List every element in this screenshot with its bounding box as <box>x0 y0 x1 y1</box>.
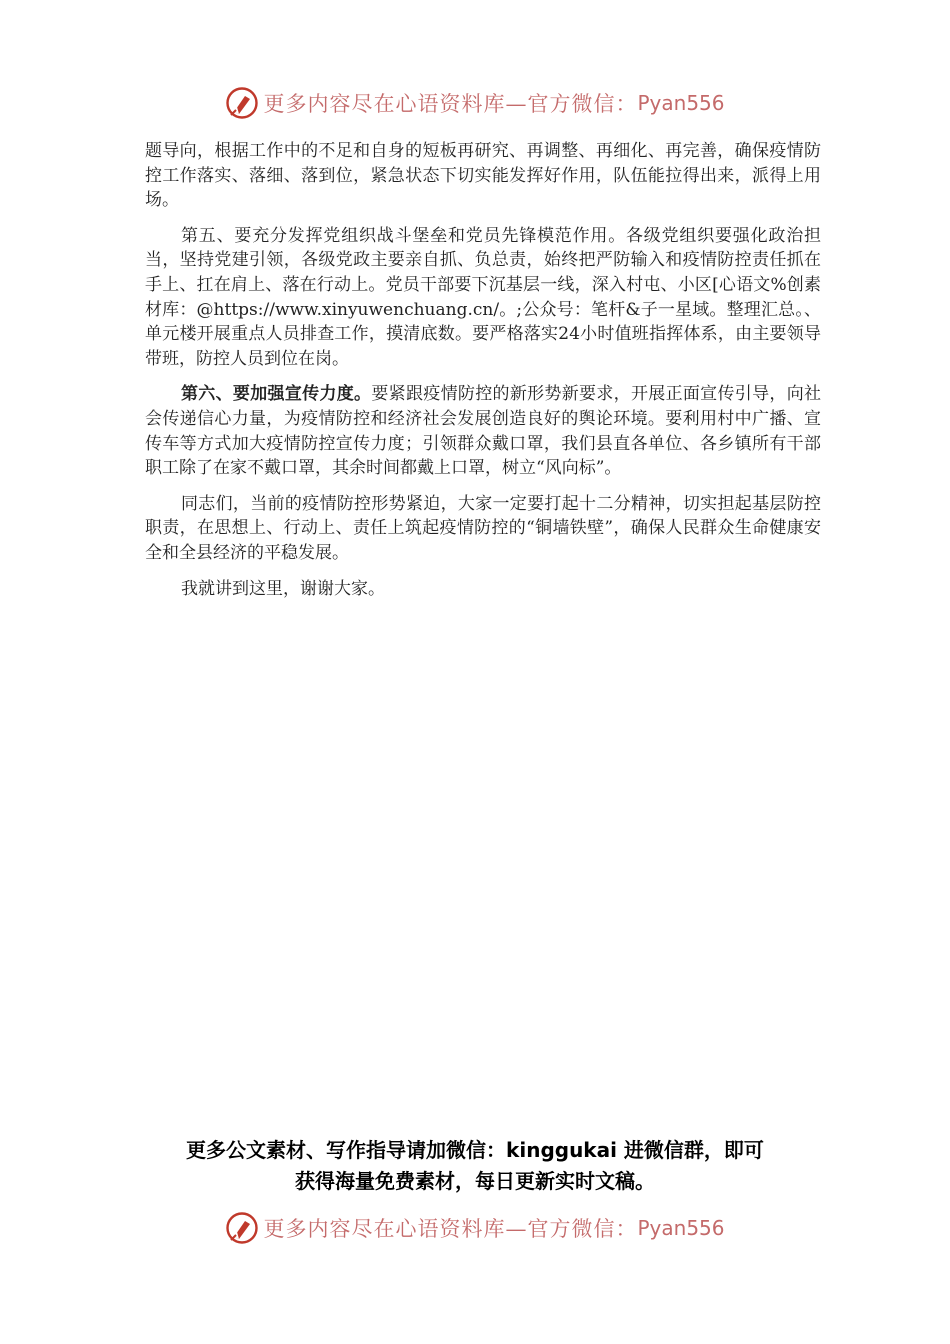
header-banner <box>0 83 950 123</box>
pen-nib-logo-icon <box>225 86 259 120</box>
paragraph-text: 要紧跟疫情防控的新形势新要求，开展正面宣传引导，向社会传递信心力量，为疫情防控和经济社会发展创造良好的舆论环境。要利用村中广播、宣传车等方式加大疫情防控宣传力度；引领群众戴口罩，我们县直各单位、各乡镇所有干部职工除了在家不戴口罩，其余时间都戴上口罩，树立“风向标”。 <box>145 384 822 479</box>
header-banner-handle: Pyan556 <box>637 91 725 115</box>
paragraph-text: 题导向，根据工作中的不足和自身的短板再研究、再调整、再细化、再完善，确保疫情防控工作落实、落细、落到位，紧急状态下切实能发挥好作用，队伍能拉得出来，派得上用场。 <box>145 141 821 211</box>
paragraph-text: 我就讲到这里，谢谢大家。 <box>181 578 385 599</box>
footer-banner <box>0 1208 950 1248</box>
paragraph-continuation <box>145 139 821 213</box>
paragraph-text: 第五、要充分发挥党组织战斗堡垒和党员先锋模范作用。各级党组织要强化政治担当，坚持党建引领，各级党政主要亲自抓、负总责，始终把严防输入和疫情防控责任抓在手上、扛在肩上、落在行动上。党员干部要下沉基层一线，深入村屯、小区[心语文%创素材库：@https://www.xinyuwenchuang.cn/。;公众号：笔杆&子一星域。整理汇总。、单元楼开展重点人员排查工作，摸清底数。要严格落实24小时值班指挥体系，由主要领导带班，防控人员到位在岗。 <box>145 225 821 369</box>
header-banner-text: 更多内容尽在心语资料库—官方微信： <box>263 92 638 116</box>
footer-banner-handle: Pyan556 <box>637 1216 725 1240</box>
footer-banner-text: 更多内容尽在心语资料库—官方微信： <box>263 1217 638 1241</box>
paragraph-lead-bold: 第六、要加强宣传力度。 <box>181 384 372 405</box>
promo-line-1: 更多公文素材、写作指导请加微信：kinggukai 进微信群，即可 <box>186 1138 764 1162</box>
pen-nib-logo-icon <box>225 1211 259 1245</box>
paragraph-point-six <box>145 382 821 480</box>
promo-line-2: 获得海量免费素材，每日更新实时文稿。 <box>295 1169 655 1193</box>
document-body <box>145 139 821 612</box>
paragraph-closing <box>145 492 821 566</box>
promo-notice <box>120 1135 830 1197</box>
paragraph-farewell <box>145 577 821 602</box>
paragraph-text: 同志们，当前的疫情防控形势紧迫，大家一定要打起十二分精神，切实担起基层防控职责，在思想上、行动上、责任上筑起疫情防控的“铜墙铁壁”，确保人民群众生命健康安全和全县经济的平稳发展。 <box>145 493 821 563</box>
paragraph-point-five <box>145 224 821 372</box>
